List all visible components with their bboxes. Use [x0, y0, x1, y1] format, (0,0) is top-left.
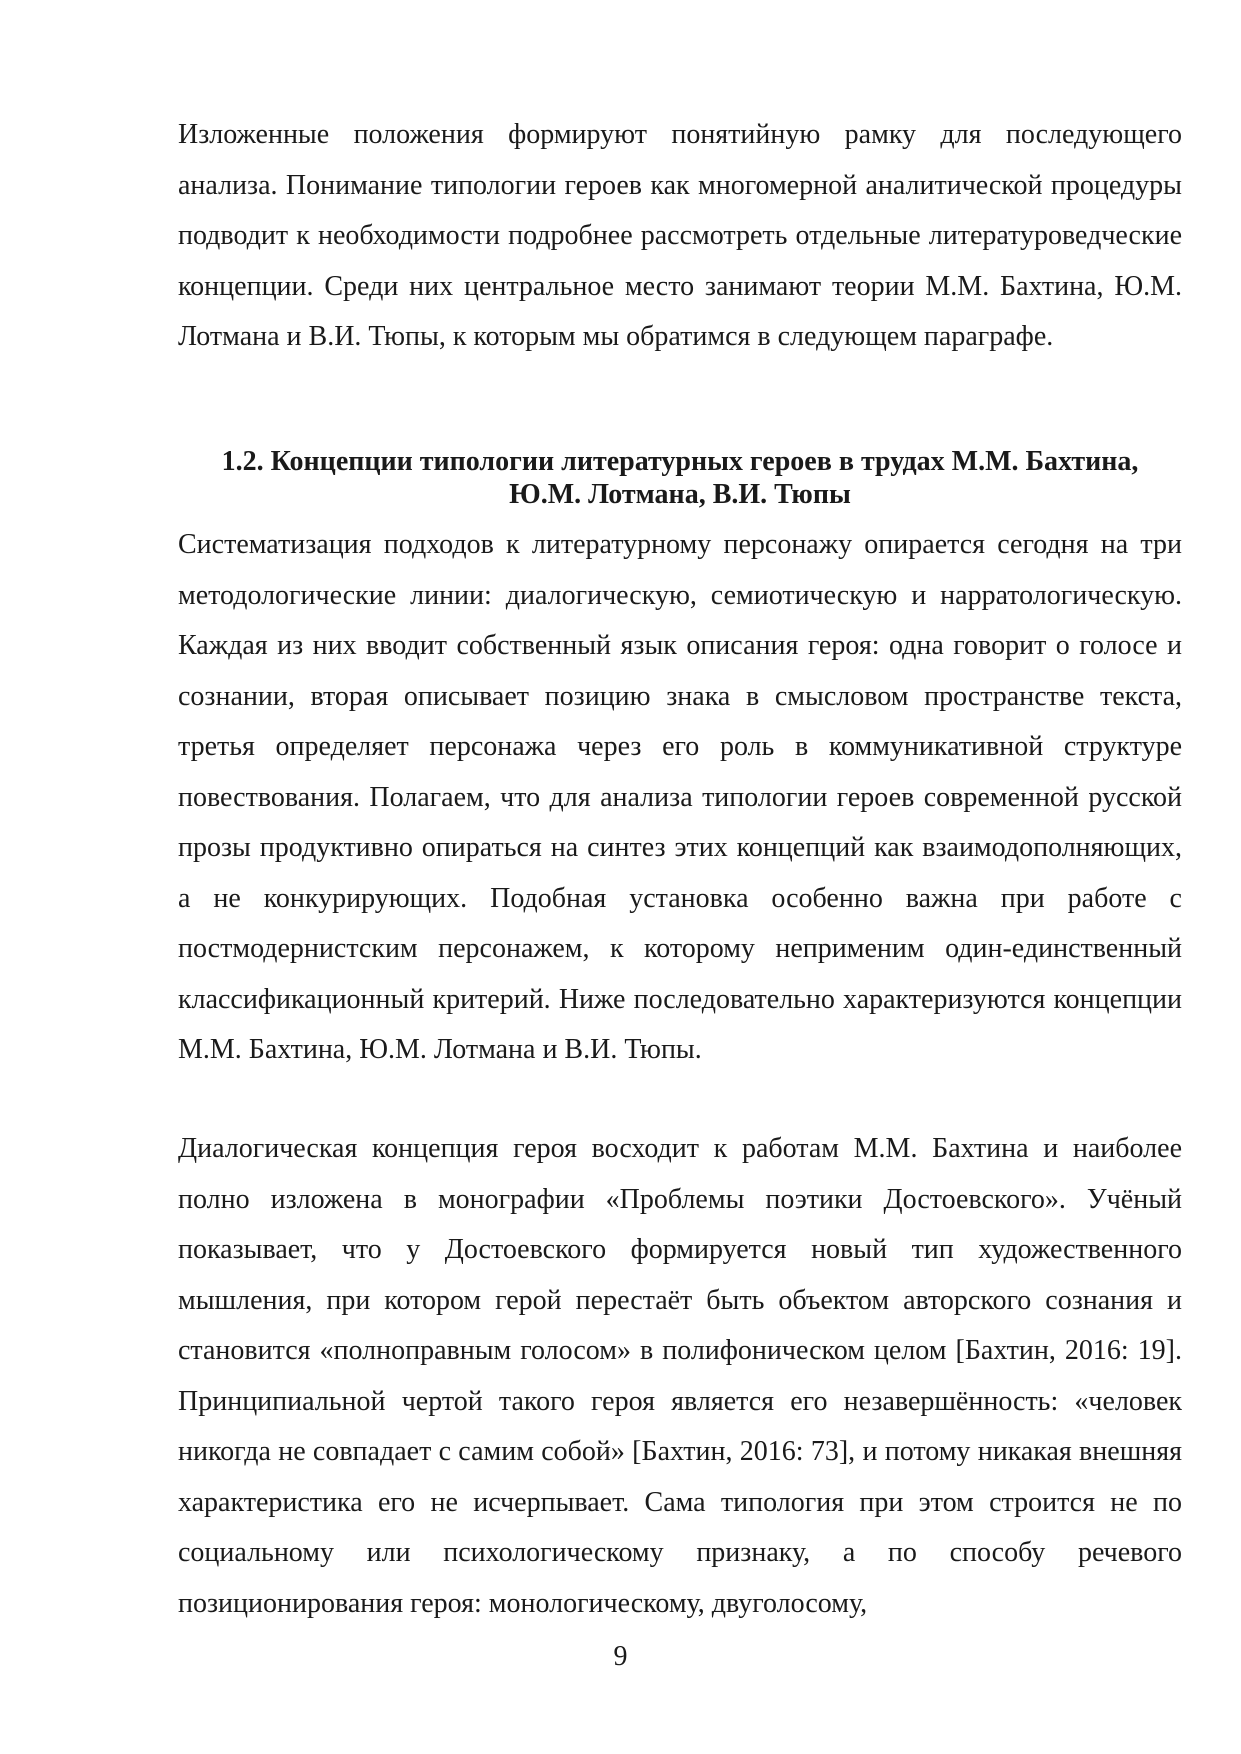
body-paragraph: Диалогическая концепция героя восходит к работам М.М. Бахтина и наиболее полно изложена в монографии «Проблемы поэтики Достоевского». Учёный показывает, что у Достоевского формируется новый тип художественного мышления, при котором герой перестаёт быть объектом авторского сознания и становится «полноправным голосом» в полифоническом целом [Бахтин, 2016: 19]. Принципиальной чертой такого героя является его незавершённость: «человек никогда не совпадает с самим собой» [Бахтин, 2016: 73], и потому никакая внешняя характеристика его не исчерпывает. Сама типология при этом строится не по социальному или психологическому признаку, а по способу речевого позиционирования героя: монологическому, двуголосому,: [178, 1133, 1182, 1619]
section-heading-line-1: 1.2. Концепции типологии литературных героев в трудах М.М. Бахтина,: [221, 446, 1139, 477]
section-heading-line-2: Ю.М. Лотмана, В.И. Тюпы: [509, 479, 851, 510]
body-paragraph: Изложенные положения формируют понятийную рамку для последующего анализа. Понимание типологии героев как многомерной аналитической процедуры подводит к необходимости подробнее рассмотреть отдельные литературоведческие концепции. Среди них центральное место занимают теории М.М. Бахтина, Ю.М. Лотмана и В.И. Тюпы, к которым мы обратимся в следующем параграфе.: [178, 119, 1182, 352]
page-number: 9: [613, 1641, 628, 1672]
section-heading: [178, 445, 1182, 511]
body-paragraph: Систематизация подходов к литературному персонажу опирается сегодня на три методологические линии: диалогическую, семиотическую и нарратологическую. Каждая из них вводит собственный язык описания героя: одна говорит о голосе и сознании, вторая описывает позицию знака в смысловом пространстве текста, третья определяет персонажа через его роль в коммуникативной структуре повествования. Полагаем, что для анализа типологии героев современной русской прозы продуктивно опираться на синтез этих концепций как взаимодополняющих, а не конкурирующих. Подобная установка особенно важна при работе с постмодернистским персонажем, к которому неприменим один-единственный классификационный критерий. Ниже последовательно характеризуются концепции М.М. Бахтина, Ю.М. Лотмана и В.И. Тюпы.: [178, 529, 1182, 1065]
